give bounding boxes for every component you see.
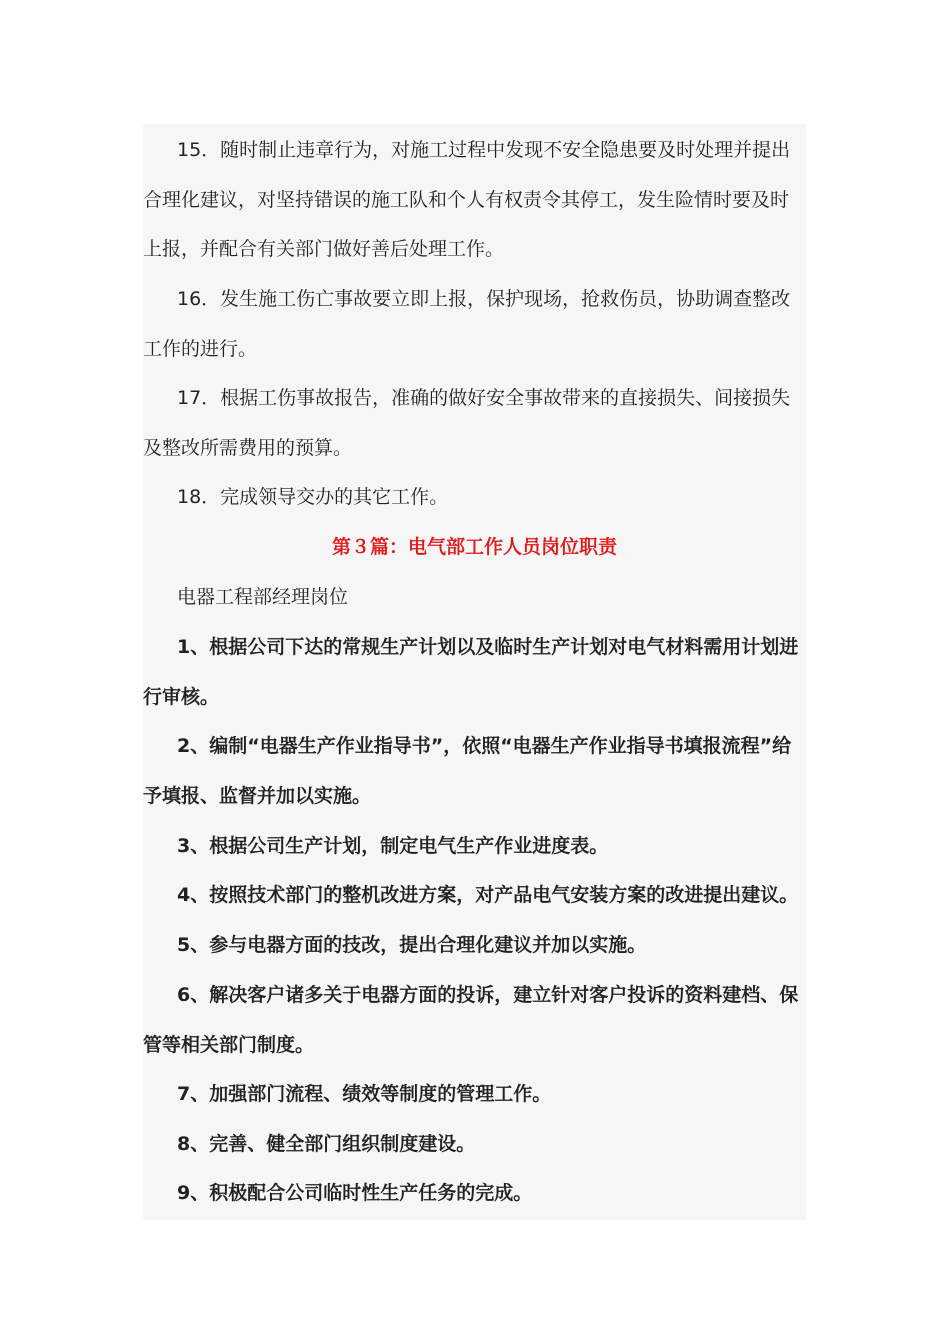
duty-1-text: 1、根据公司下达的常规生产计划以及临时生产计划对电气材料需用计划进行审核。 <box>143 636 799 708</box>
item-17-text: 17．根据工伤事故报告，准确的做好安全事故带来的直接损失、间接损失及整改所需费用的预算。 <box>143 387 791 459</box>
duty-7-text: 7、加强部门流程、绩效等制度的管理工作。 <box>177 1083 552 1105</box>
duty-6-text: 6、解决客户诸多关于电器方面的投诉，建立针对客户投诉的资料建档、保管等相关部门制度。 <box>143 984 799 1056</box>
duty-4-text: 4、按照技术部门的整机改进方案，对产品电气安装方案的改进提出建议。 <box>177 884 799 906</box>
role-subtitle: 电器工程部经理岗位 <box>177 586 349 608</box>
item-18-text: 18．完成领导交办的其它工作。 <box>177 486 449 508</box>
duty-5-text: 5、参与电器方面的技改，提出合理化建议并加以实施。 <box>177 934 647 956</box>
item-15-text: 15．随时制止违章行为，对施工过程中发现不安全隐患要及时处理并提出合理化建议，对坚持错误的施工队和个人有权责令其停工，发生险情时要及时上报，并配合有关部门做好善后处理工作。 <box>143 139 791 260</box>
item-16-text: 16．发生施工伤亡事故要立即上报，保护现场，抢救伤员，协助调查整改工作的进行。 <box>143 288 791 360</box>
chapter-heading: 第３篇：电气部工作人员岗位职责 <box>331 536 617 558</box>
duty-3-text: 3、根据公司生产计划，制定电气生产作业进度表。 <box>177 835 609 857</box>
duty-2-text: 2、编制“电器生产作业指导书”，依照“电器生产作业指导书填报流程”给予填报、监督并加以实施。 <box>143 735 792 807</box>
duty-9-text: 9、积极配合公司临时性生产任务的完成。 <box>177 1182 533 1204</box>
duty-8-text: 8、完善、健全部门组织制度建设。 <box>177 1133 476 1155</box>
